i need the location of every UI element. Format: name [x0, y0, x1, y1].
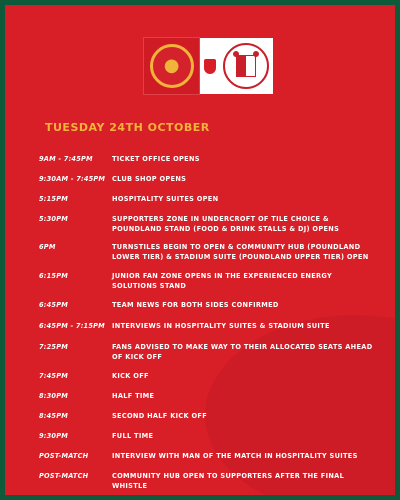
schedule-row — [39, 411, 379, 421]
schedule-time: 7:25PM — [39, 343, 68, 351]
schedule-row — [39, 174, 379, 184]
schedule-time: 9:30AM - 7:45PM — [39, 175, 106, 183]
schedule-event: SUPPORTERS ZONE IN UNDERCROFT OF TILE CHOICE & POUNDLAND STAND (FOOD & DRINK STALLS & DJ) OPENS — [112, 215, 340, 233]
schedule-time: 8:45PM — [39, 412, 68, 420]
efl-badge-icon — [200, 38, 220, 94]
schedule-event: CLUB SHOP OPENS — [112, 175, 187, 183]
schedule-row — [39, 471, 379, 491]
schedule-time: 6:15PM — [39, 272, 68, 280]
schedule-time: 9:30PM — [39, 432, 68, 440]
schedule-row — [39, 371, 379, 381]
schedule-time: POST-MATCH — [39, 472, 89, 480]
schedule-event: KICK OFF — [112, 372, 149, 380]
schedule-event: INTERVIEWS IN HOSPITALITY SUITES & STADIUM SUITE — [112, 322, 330, 330]
schedule-event: HOSPITALITY SUITES OPEN — [112, 195, 219, 203]
schedule-row — [39, 194, 379, 204]
schedule-event: FULL TIME — [112, 432, 154, 440]
schedule-event: JUNIOR FAN ZONE OPENS IN THE EXPERIENCED ENERGY SOLUTIONS STAND — [112, 272, 333, 290]
schedule-event: TICKET OFFICE OPENS — [112, 155, 200, 163]
poster — [5, 5, 395, 495]
schedule-event: SECOND HALF KICK OFF — [112, 412, 208, 420]
schedule-event: FANS ADVISED TO MAKE WAY TO THEIR ALLOCATED SEATS AHEAD OF KICK OFF — [112, 343, 373, 361]
schedule-time: 6PM — [39, 243, 56, 251]
schedule-event: HALF TIME — [112, 392, 155, 400]
club-crests — [143, 38, 273, 94]
schedule-time: 6:45PM - 7:15PM — [39, 322, 105, 330]
schedule-row — [39, 214, 379, 234]
schedule-row — [39, 431, 379, 441]
schedule-row — [39, 300, 379, 310]
schedule-row — [39, 242, 379, 262]
schedule-row — [39, 271, 379, 291]
schedule-time: POST-MATCH — [39, 452, 89, 460]
schedule-time: 8:30PM — [39, 392, 68, 400]
schedule-time: 6:45PM — [39, 301, 68, 309]
schedule-row — [39, 154, 379, 164]
schedule-event: INTERVIEW WITH MAN OF THE MATCH IN HOSPITALITY SUITES — [112, 452, 358, 460]
schedule-time: 7:45PM — [39, 372, 68, 380]
schedule-event: TEAM NEWS FOR BOTH SIDES CONFIRMED — [112, 301, 279, 309]
schedule-row — [39, 391, 379, 401]
schedule-event: COMMUNITY HUB OPEN TO SUPPORTERS AFTER THE FINAL WHISTLE — [112, 472, 345, 490]
walsall-crest-icon: ● — [143, 37, 200, 95]
crawley-town-crest-icon — [220, 38, 273, 94]
schedule-row — [39, 342, 379, 362]
schedule-row — [39, 451, 379, 461]
schedule-event: TURNSTILES BEGIN TO OPEN & COMMUNITY HUB (POUNDLAND LOWER TIER) & STADIUM SUITE (POUNDLAND UPPER TIER) OPEN — [112, 243, 369, 261]
match-date: TUESDAY 24TH OCTOBER — [45, 121, 210, 134]
schedule-time: 5:30PM — [39, 215, 68, 223]
schedule-time: 9AM - 7:45PM — [39, 155, 93, 163]
schedule-list — [39, 154, 379, 491]
schedule-time: 5:15PM — [39, 195, 68, 203]
schedule-row — [39, 321, 379, 331]
